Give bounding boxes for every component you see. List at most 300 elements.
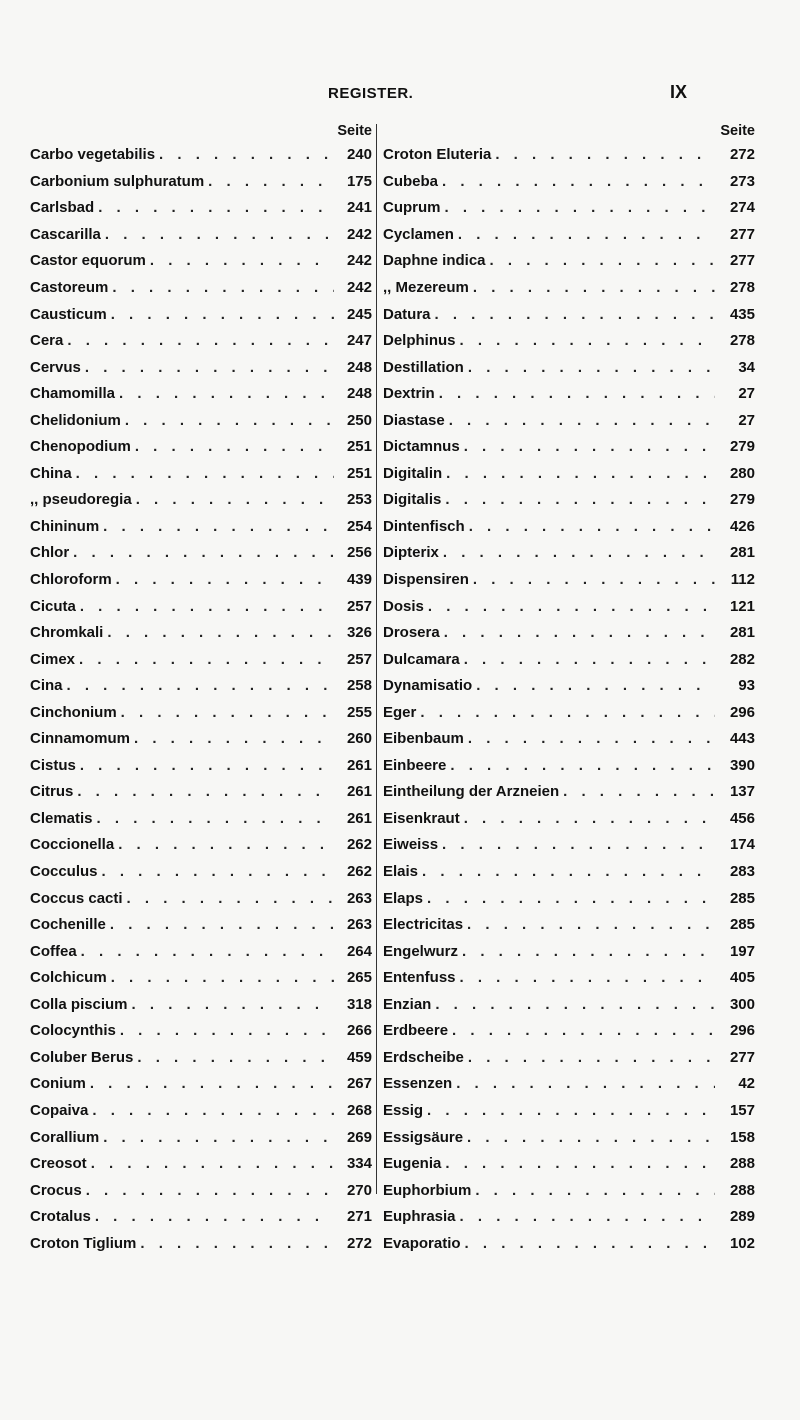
dot-leader [94, 195, 334, 221]
index-term: Eibenbaum [383, 730, 464, 748]
index-entry [383, 514, 755, 541]
index-entry [383, 673, 755, 700]
dot-leader [116, 1018, 334, 1044]
index-page-number: 102 [729, 1234, 755, 1252]
dot-leader [486, 248, 715, 274]
dot-leader [424, 594, 715, 620]
dot-leader [441, 487, 715, 513]
index-page-number: 318 [346, 995, 372, 1013]
right-index-list [383, 142, 755, 1257]
index-page-number: 278 [729, 279, 755, 296]
index-page-number: 251 [346, 464, 372, 482]
index-term: Erdbeere [383, 1022, 449, 1040]
index-term: Castor equorum [30, 252, 146, 270]
dot-leader [133, 1045, 334, 1071]
dot-leader [454, 222, 715, 248]
index-term: Carbonium sulphuratum [30, 172, 205, 190]
index-page-number: 266 [346, 1022, 372, 1040]
index-page-number: 270 [346, 1181, 372, 1199]
dot-leader [464, 1045, 715, 1071]
index-page-number: 267 [346, 1075, 372, 1093]
index-page-number: 274 [729, 199, 755, 217]
index-entry [383, 487, 755, 514]
dot-leader [128, 992, 334, 1018]
dot-leader [460, 806, 715, 832]
index-page-number: 277 [729, 252, 755, 270]
index-page-number: 245 [346, 305, 372, 323]
index-term: Eger [383, 703, 417, 721]
index-page-number: 258 [346, 677, 372, 695]
index-term: Evaporatio [383, 1234, 461, 1252]
index-term: Chlor [30, 544, 70, 562]
page-number: IX [670, 82, 688, 102]
dot-leader [121, 408, 334, 434]
dot-leader [416, 700, 715, 726]
index-term: Einbeere [383, 756, 447, 774]
index-page-number: 268 [346, 1101, 372, 1119]
dot-leader [460, 434, 715, 460]
index-page-number: 197 [729, 942, 755, 960]
dot-leader [86, 1071, 334, 1097]
index-entry [30, 885, 372, 912]
dot-leader [439, 540, 715, 566]
dot-leader [82, 1178, 334, 1204]
index-page-number: 265 [346, 969, 372, 987]
index-entry [383, 753, 755, 780]
index-entry [30, 779, 372, 806]
dot-leader [93, 806, 334, 832]
dot-leader [115, 381, 334, 407]
index-term: Dynamisatio [383, 677, 473, 695]
index-term: Dextrin [383, 385, 435, 403]
index-page-number: 248 [346, 358, 372, 376]
dot-leader [155, 142, 334, 168]
index-entry [30, 965, 372, 992]
index-entry [383, 142, 755, 169]
index-entry [383, 885, 755, 912]
index-page-number: 283 [729, 863, 755, 881]
index-page-number: 93 [738, 677, 755, 695]
index-page-number: 254 [346, 517, 372, 535]
dot-leader [559, 779, 715, 805]
index-term: Eugenia [383, 1155, 442, 1173]
dot-leader [456, 328, 715, 354]
dot-leader [465, 514, 715, 540]
index-page-number: 279 [729, 438, 755, 456]
index-page-number: 250 [346, 411, 372, 429]
index-entry [383, 301, 755, 328]
index-term: Cubeba [383, 172, 439, 190]
dot-leader [438, 832, 715, 858]
dot-leader [72, 461, 334, 487]
index-page-number: 277 [729, 1048, 755, 1066]
index-entry [383, 779, 755, 806]
dot-leader [146, 248, 334, 274]
index-page-number: 263 [346, 916, 372, 934]
index-term: Datura [383, 305, 431, 323]
index-page-number: 289 [729, 1208, 755, 1226]
dot-leader [463, 912, 715, 938]
index-page-number: 278 [729, 332, 755, 350]
index-term: Erdscheibe [383, 1048, 464, 1066]
index-entry [383, 461, 755, 488]
index-term: Dintenfisch [383, 517, 465, 535]
index-entry [30, 461, 372, 488]
index-page-number: 253 [346, 491, 372, 509]
index-entry [383, 567, 755, 594]
index-entry [383, 1151, 755, 1178]
dot-leader [448, 1018, 715, 1044]
index-term: Essigsäure [383, 1128, 464, 1146]
dot-leader [446, 753, 715, 779]
index-page-number: 296 [729, 1022, 755, 1040]
index-page-number: 426 [729, 517, 755, 535]
index-entry [30, 938, 372, 965]
running-head: REGISTER. [328, 85, 414, 102]
dot-leader [88, 1098, 334, 1124]
index-page-number: 459 [346, 1048, 372, 1066]
index-entry [30, 487, 372, 514]
index-page-number: 390 [729, 756, 755, 774]
index-page-number: 261 [346, 756, 372, 774]
index-page-number: 288 [729, 1181, 755, 1199]
index-entry [383, 646, 755, 673]
index-entry [30, 646, 372, 673]
index-term: China [30, 464, 72, 482]
index-page-number: 158 [729, 1128, 755, 1146]
index-entry [30, 1018, 372, 1045]
dot-leader [423, 1098, 715, 1124]
index-term: Chamomilla [30, 385, 116, 403]
index-term: ,, pseudoregia [30, 491, 132, 509]
index-term: Coffea [30, 942, 77, 960]
index-page-number: 435 [729, 305, 755, 323]
dot-leader [469, 567, 715, 593]
index-entry [383, 992, 755, 1019]
index-page-number: 264 [346, 942, 372, 960]
index-entry [383, 248, 755, 275]
index-term: Clematis [30, 809, 93, 827]
index-page-number: 121 [729, 597, 755, 615]
index-entry [30, 1124, 372, 1151]
index-page-number: 174 [729, 836, 755, 854]
index-page-number: 288 [729, 1155, 755, 1173]
index-entry [383, 620, 755, 647]
index-term: Causticum [30, 305, 107, 323]
left-index-column [30, 120, 372, 1257]
index-term: Cervus [30, 358, 81, 376]
index-term: Colocynthis [30, 1022, 116, 1040]
index-page-number: 242 [346, 279, 372, 296]
index-entry [30, 514, 372, 541]
index-entry [383, 275, 755, 302]
index-term: Entenfuss [383, 969, 456, 987]
index-term: Cochenille [30, 916, 106, 934]
index-term: Cyclamen [383, 225, 454, 243]
dot-leader [75, 647, 334, 673]
index-entry [30, 301, 372, 328]
index-entry [30, 381, 372, 408]
index-entry [30, 1151, 372, 1178]
index-term: Euphorbium [383, 1181, 472, 1199]
index-term: Colchicum [30, 969, 107, 987]
index-term: Corallium [30, 1128, 100, 1146]
index-page-number: 241 [346, 199, 372, 217]
index-term: Creosot [30, 1155, 87, 1173]
index-term: Chromkali [30, 624, 104, 642]
index-page-number: 280 [729, 464, 755, 482]
index-term: Euphrasia [383, 1208, 456, 1226]
index-entry [30, 275, 372, 302]
left-column-label: Seite [337, 123, 372, 139]
dot-leader [103, 620, 334, 646]
index-page-number: 269 [346, 1128, 372, 1146]
index-page-number: 137 [729, 783, 755, 801]
index-term: Dispensiren [383, 571, 469, 589]
index-term: Chininum [30, 517, 100, 535]
index-term: Coccionella [30, 836, 115, 854]
index-term: Conium [30, 1075, 86, 1093]
index-entry [30, 699, 372, 726]
dot-leader [63, 673, 334, 699]
index-term: Croton Tiglium [30, 1234, 137, 1252]
index-term: Croton Eluteria [383, 146, 492, 164]
dot-leader [460, 647, 715, 673]
dot-leader [491, 142, 715, 168]
dot-leader [117, 700, 334, 726]
index-term: Essig [383, 1101, 424, 1119]
index-entry [30, 673, 372, 700]
dot-leader [91, 1204, 334, 1230]
dot-leader [441, 1151, 715, 1177]
dot-leader [204, 169, 334, 195]
index-term: Cistus [30, 756, 76, 774]
index-entry [30, 1098, 372, 1125]
index-term: Eiweiss [383, 836, 439, 854]
dot-leader [101, 222, 334, 248]
index-entry [30, 567, 372, 594]
index-entry [30, 1230, 372, 1257]
index-page-number: 157 [729, 1101, 755, 1119]
index-term: Crotalus [30, 1208, 91, 1226]
index-entry [30, 142, 372, 169]
dot-leader [123, 886, 334, 912]
dot-leader [107, 302, 334, 328]
index-page-number: 257 [346, 650, 372, 668]
index-page-number: 256 [346, 544, 372, 562]
index-page-number: 300 [729, 995, 755, 1013]
index-entry [383, 726, 755, 753]
index-entry [30, 620, 372, 647]
index-page-number: 277 [729, 225, 755, 243]
index-term: Cinnamomum [30, 730, 131, 748]
index-entry [30, 593, 372, 620]
index-page-number: 271 [346, 1208, 372, 1226]
index-entry [383, 1071, 755, 1098]
dot-leader [471, 1178, 715, 1204]
index-entry [383, 1045, 755, 1072]
index-page-number: 242 [346, 252, 372, 270]
index-page-number: 272 [729, 146, 755, 164]
dot-leader [69, 540, 334, 566]
index-page-number: 247 [346, 332, 372, 350]
index-page-number: 285 [729, 889, 755, 907]
index-entry [30, 169, 372, 196]
index-term: Electricitas [383, 916, 464, 934]
index-entry [30, 806, 372, 833]
index-entry [383, 806, 755, 833]
index-entry [30, 354, 372, 381]
index-page-number: 34 [738, 358, 755, 376]
dot-leader [438, 169, 715, 195]
index-term: Elais [383, 863, 419, 881]
right-index-column [383, 120, 755, 1257]
dot-leader [418, 859, 715, 885]
left-index-list [30, 142, 372, 1257]
dot-leader [431, 302, 715, 328]
dot-leader [87, 1151, 334, 1177]
index-entry [30, 222, 372, 249]
index-page-number: 248 [346, 385, 372, 403]
index-term: Chloroform [30, 571, 112, 589]
index-entry [30, 328, 372, 355]
index-page-number: 405 [729, 969, 755, 987]
index-entry [30, 726, 372, 753]
index-term: ,, Mezereum [383, 279, 469, 296]
index-term: Cinchonium [30, 703, 117, 721]
dot-leader [469, 275, 715, 301]
index-entry [383, 1204, 755, 1231]
index-entry [383, 699, 755, 726]
index-term: Cuprum [383, 199, 441, 217]
index-page-number: 27 [738, 411, 755, 429]
index-entry [383, 195, 755, 222]
index-page-number: 255 [346, 703, 372, 721]
index-term: Dosis [383, 597, 424, 615]
index-page-number: 257 [346, 597, 372, 615]
index-term: Cicuta [30, 597, 76, 615]
dot-leader [456, 1204, 715, 1230]
dot-leader [76, 753, 334, 779]
index-entry [383, 938, 755, 965]
index-term: Daphne indica [383, 252, 486, 270]
index-page-number: 456 [729, 809, 755, 827]
index-entry [383, 1124, 755, 1151]
index-page-number: 296 [729, 703, 755, 721]
index-term: Citrus [30, 783, 74, 801]
index-term: Engelwurz [383, 942, 459, 960]
index-term: Cocculus [30, 863, 98, 881]
index-entry [383, 832, 755, 859]
index-page-number: 262 [346, 863, 372, 881]
index-entry [30, 1177, 372, 1204]
dot-leader [435, 381, 715, 407]
index-term: Chelidonium [30, 411, 121, 429]
index-entry [30, 912, 372, 939]
index-term: Drosera [383, 624, 440, 642]
index-entry [383, 593, 755, 620]
index-entry [30, 859, 372, 886]
index-page-number: 263 [346, 889, 372, 907]
index-entry [383, 1177, 755, 1204]
dot-leader [99, 1125, 334, 1151]
dot-leader [98, 859, 334, 885]
index-term: Eisenkraut [383, 809, 460, 827]
index-page-number: 326 [346, 624, 372, 642]
index-term: Delphinus [383, 332, 456, 350]
index-term: Enzian [383, 995, 432, 1013]
dot-leader [442, 461, 715, 487]
dot-leader [81, 355, 334, 381]
index-entry [30, 832, 372, 859]
index-page-number: 260 [346, 730, 372, 748]
dot-leader [130, 726, 334, 752]
index-term: Chenopodium [30, 438, 131, 456]
index-term: Digitalis [383, 491, 442, 509]
index-term: Colla piscium [30, 995, 128, 1013]
index-page-number: 175 [346, 172, 372, 190]
dot-leader [464, 355, 715, 381]
index-term: Crocus [30, 1181, 82, 1199]
column-divider [376, 124, 377, 1194]
index-page-number: 279 [729, 491, 755, 509]
dot-leader [463, 1125, 715, 1151]
index-term: Elaps [383, 889, 424, 907]
index-term: Copaiva [30, 1101, 89, 1119]
index-entry [30, 992, 372, 1019]
index-page-number: 273 [729, 172, 755, 190]
index-term: Cascarilla [30, 225, 101, 243]
index-term: Carbo vegetabilis [30, 146, 156, 164]
index-page-number: 272 [346, 1234, 372, 1252]
dot-leader [131, 434, 334, 460]
index-page-number: 112 [730, 571, 755, 589]
index-entry [30, 248, 372, 275]
dot-leader [440, 620, 715, 646]
index-entry [383, 222, 755, 249]
index-entry [383, 1098, 755, 1125]
index-entry [30, 540, 372, 567]
dot-leader [452, 1071, 715, 1097]
index-term: Cimex [30, 650, 76, 668]
dot-leader [445, 408, 715, 434]
dot-leader [76, 594, 334, 620]
dot-leader [431, 992, 715, 1018]
right-column-label: Seite [720, 123, 755, 139]
index-entry [30, 1045, 372, 1072]
index-page-number: 262 [346, 836, 372, 854]
index-entry [30, 1204, 372, 1231]
dot-leader [456, 965, 715, 991]
index-term: Essenzen [383, 1075, 453, 1093]
index-page-number: 240 [346, 146, 372, 164]
dot-leader [136, 1231, 334, 1257]
index-page-number: 334 [346, 1155, 372, 1173]
index-entry [383, 1230, 755, 1257]
index-entry [383, 912, 755, 939]
dot-leader [464, 726, 715, 752]
index-entry [383, 540, 755, 567]
index-page-number: 282 [729, 650, 755, 668]
index-page-number: 443 [729, 730, 755, 748]
index-page-number: 42 [738, 1075, 755, 1093]
index-term: Coccus cacti [30, 889, 123, 907]
index-term: Carlsbad [30, 199, 95, 217]
dot-leader [63, 328, 334, 354]
dot-leader [461, 1231, 715, 1257]
index-page-number: 261 [346, 809, 372, 827]
index-entry [383, 1018, 755, 1045]
